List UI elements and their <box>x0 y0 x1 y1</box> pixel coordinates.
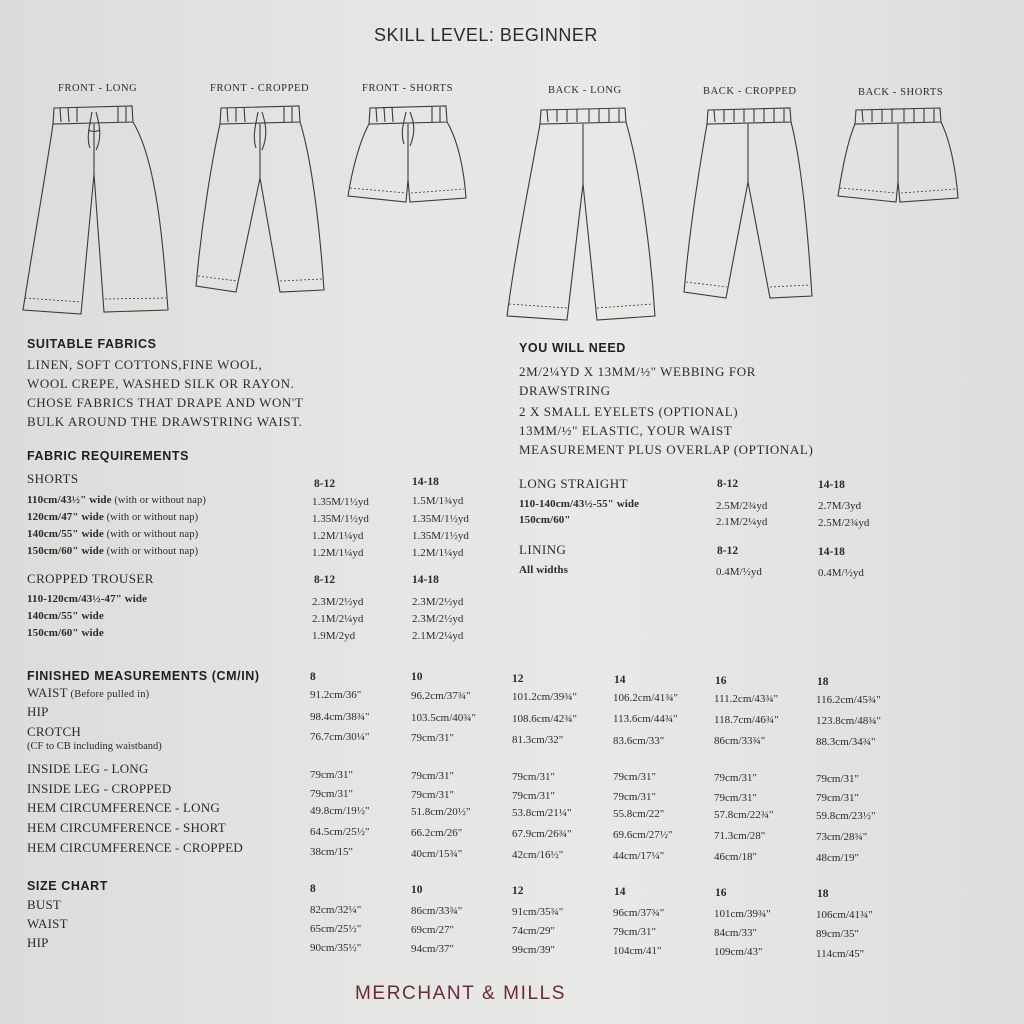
fm-hem-short-8: 64.5cm/25½" <box>310 826 370 838</box>
fm-inside-leg-long-12: 79cm/31" <box>512 771 555 783</box>
sc-hip-14: 104cm/41" <box>613 945 662 957</box>
fm-size-18: 18 <box>817 676 829 688</box>
fm-size-10: 10 <box>411 671 423 683</box>
fm-hip-16: 118.7cm/46¾" <box>714 714 779 726</box>
shorts-row-2-v2: 1.35M/1½yd <box>412 513 469 525</box>
fm-crotch-10: 79cm/31" <box>411 732 454 744</box>
fm-waist-16: 111.2cm/43¾" <box>714 693 779 705</box>
fm-hem-cropped-18: 48cm/19" <box>816 852 859 864</box>
sc-size-14: 14 <box>614 886 626 898</box>
cropped-row-2-v1: 2.1M/2¼yd <box>312 613 364 625</box>
finished-measurements-heading: FINISHED MEASUREMENTS (CM/IN) <box>27 669 260 683</box>
fm-inside-leg-long-16: 79cm/31" <box>714 772 757 784</box>
fm-inside-leg-cropped-14: 79cm/31" <box>613 791 656 803</box>
you-will-need-line: MEASUREMENT PLUS OVERLAP (OPTIONAL) <box>519 442 814 457</box>
sc-size-16: 16 <box>715 887 727 899</box>
fm-crotch-12: 81.3cm/32" <box>512 734 564 746</box>
sc-waist-10: 69cm/27" <box>411 924 454 936</box>
long-row-1-v2: 2.7M/3yd <box>818 500 862 512</box>
fm-waist-8: 91.2cm/36" <box>310 689 362 701</box>
fm-hip-8: 98.4cm/38¾" <box>310 711 370 723</box>
fm-crotch-note: (CF to CB including waistband) <box>27 741 162 752</box>
fm-size-12: 12 <box>512 673 524 685</box>
fm-inside-leg-long-18: 79cm/31" <box>816 773 859 785</box>
fm-waist-10: 96.2cm/37¾" <box>411 690 471 702</box>
shorts-row-2-v1: 1.35M/1½yd <box>312 513 369 525</box>
you-will-need-line: DRAWSTRING <box>519 383 611 398</box>
cropped-row-2-width: 140cm/55" wide <box>27 610 104 622</box>
back-long-illustration <box>505 104 659 326</box>
shorts-row-1-width: 110cm/43½" wide (with or without nap) <box>27 494 206 506</box>
lining-title: LINING <box>519 542 567 557</box>
fm-inside-leg-cropped-12: 79cm/31" <box>512 790 555 802</box>
shorts-row-3-width: 140cm/55" wide (with or without nap) <box>27 528 199 540</box>
fm-hem-cropped-16: 46cm/18" <box>714 851 757 863</box>
fm-label-crotch: CROTCH <box>27 724 81 739</box>
fm-size-8: 8 <box>310 671 316 683</box>
sc-bust-12: 91cm/35¾" <box>512 906 564 918</box>
shorts-title: SHORTS <box>27 471 79 486</box>
back-cropped-illustration <box>682 104 816 302</box>
sc-waist-12: 74cm/29" <box>512 925 555 937</box>
fm-hem-cropped-8: 38cm/15" <box>310 846 353 858</box>
sc-label-bust: BUST <box>27 897 62 912</box>
shorts-row-4-width: 150cm/60" wide (with or without nap) <box>27 545 199 557</box>
sc-waist-18: 89cm/35" <box>816 928 859 940</box>
cropped-row-3-width: 150cm/60" wide <box>27 627 104 639</box>
front-long-illustration <box>20 100 172 322</box>
shorts-row-1-v1: 1.35M/1½yd <box>312 496 369 508</box>
fm-hip-12: 108.6cm/42¾" <box>512 713 577 725</box>
long-row-1-v1: 2.5M/2¾yd <box>716 500 768 512</box>
cropped-size-8-12: 8-12 <box>314 574 336 586</box>
sc-size-10: 10 <box>411 884 423 896</box>
sc-hip-16: 109cm/43" <box>714 946 763 958</box>
fm-inside-leg-cropped-8: 79cm/31" <box>310 788 353 800</box>
cropped-row-2-v2: 2.3M/2½yd <box>412 613 464 625</box>
view-label-front-cropped: FRONT - CROPPED <box>210 83 310 94</box>
suitable-fabrics-heading: SUITABLE FABRICS <box>27 337 157 351</box>
cropped-row-1-v1: 2.3M/2½yd <box>312 596 364 608</box>
sc-bust-14: 96cm/37¾" <box>613 907 665 919</box>
sc-hip-18: 114cm/45" <box>816 948 865 960</box>
fabric-requirements-heading: FABRIC REQUIREMENTS <box>27 449 190 463</box>
fm-label-hem-cropped: HEM CIRCUMFERENCE - CROPPED <box>27 840 243 855</box>
long-title: LONG STRAIGHT <box>519 476 628 491</box>
view-label-back-long: BACK - LONG <box>548 85 622 96</box>
shorts-row-3-v2: 1.35M/1½yd <box>412 530 469 542</box>
suitable-fabrics-line: BULK AROUND THE DRAWSTRING WAIST. <box>27 414 303 429</box>
fm-hem-long-16: 57.8cm/22¾" <box>714 809 774 821</box>
long-size-14-18: 14-18 <box>818 479 845 491</box>
shorts-row-2-width: 120cm/47" wide (with or without nap) <box>27 511 199 523</box>
front-shorts-illustration <box>346 100 472 210</box>
fm-inside-leg-cropped-10: 79cm/31" <box>411 789 454 801</box>
fm-hem-long-8: 49.8cm/19½" <box>310 805 370 817</box>
fm-waist-18: 116.2cm/45¾" <box>816 694 881 706</box>
you-will-need-line: 2M/2¼YD X 13MM/½" WEBBING FOR <box>519 364 756 379</box>
fm-label-inside-leg-cropped: INSIDE LEG - CROPPED <box>27 781 172 796</box>
shorts-size-8-12: 8-12 <box>314 478 336 490</box>
fm-inside-leg-long-8: 79cm/31" <box>310 769 353 781</box>
shorts-row-4-v2: 1.2M/1¼yd <box>412 547 464 559</box>
skill-level: SKILL LEVEL: BEGINNER <box>374 25 598 45</box>
fm-crotch-14: 83.6cm/33" <box>613 735 665 747</box>
cropped-row-1-v2: 2.3M/2½yd <box>412 596 464 608</box>
sc-waist-8: 65cm/25½" <box>310 923 362 935</box>
fm-crotch-8: 76.7cm/30¼" <box>310 731 370 743</box>
sc-waist-16: 84cm/33" <box>714 927 757 939</box>
fm-hem-long-12: 53.8cm/21¼" <box>512 807 572 819</box>
fm-hem-cropped-14: 44cm/17¼" <box>613 850 665 862</box>
sc-bust-16: 101cm/39¾" <box>714 908 771 920</box>
fm-hip-10: 103.5cm/40¾" <box>411 712 476 724</box>
lining-size-8-12: 8-12 <box>717 545 739 557</box>
sc-label-waist: WAIST <box>27 916 68 931</box>
you-will-need-line: 2 X SMALL EYELETS (OPTIONAL) <box>519 404 739 419</box>
fm-size-16: 16 <box>715 675 727 687</box>
fm-label-hip: HIP <box>27 704 49 719</box>
lining-row-v1: 0.4M/½yd <box>716 566 762 578</box>
suitable-fabrics-line: CHOSE FABRICS THAT DRAPE AND WON'T <box>27 395 304 410</box>
fm-inside-leg-long-10: 79cm/31" <box>411 770 454 782</box>
view-label-back-cropped: BACK - CROPPED <box>703 86 797 97</box>
sc-hip-10: 94cm/37" <box>411 943 454 955</box>
shorts-row-3-v1: 1.2M/1¼yd <box>312 530 364 542</box>
you-will-need-line: 13MM/½" ELASTIC, YOUR WAIST <box>519 423 733 438</box>
fm-label-waist: WAIST (Before pulled in) <box>27 685 150 700</box>
fm-hip-18: 123.8cm/48¾" <box>816 715 881 727</box>
shorts-row-1-v2: 1.5M/1¾yd <box>412 495 464 507</box>
sc-size-12: 12 <box>512 885 524 897</box>
sc-bust-8: 82cm/32¼" <box>310 904 362 916</box>
fm-size-14: 14 <box>614 674 626 686</box>
fm-label-inside-leg-long: INSIDE LEG - LONG <box>27 761 149 776</box>
long-row-2-width: 150cm/60" <box>519 514 571 526</box>
suitable-fabrics-line: WOOL CREPE, WASHED SILK OR RAYON. <box>27 376 295 391</box>
cropped-size-14-18: 14-18 <box>412 574 439 586</box>
view-label-front-long: FRONT - LONG <box>58 83 138 94</box>
long-size-8-12: 8-12 <box>717 478 739 490</box>
fm-hem-long-18: 59.8cm/23½" <box>816 810 876 822</box>
suitable-fabrics-line: LINEN, SOFT COTTONS,FINE WOOL, <box>27 357 263 372</box>
shorts-row-4-v1: 1.2M/1¼yd <box>312 547 364 559</box>
fm-hem-short-12: 67.9cm/26¾" <box>512 828 572 840</box>
fm-label-hem-long: HEM CIRCUMFERENCE - LONG <box>27 800 220 815</box>
cropped-row-3-v1: 1.9M/2yd <box>312 630 356 642</box>
sc-hip-8: 90cm/35½" <box>310 942 362 954</box>
fm-waist-12: 101.2cm/39¾" <box>512 691 577 703</box>
long-row-2-v2: 2.5M/2¾yd <box>818 517 870 529</box>
you-will-need-heading: YOU WILL NEED <box>519 341 626 355</box>
sc-bust-18: 106cm/41¾" <box>816 909 873 921</box>
fm-inside-leg-long-14: 79cm/31" <box>613 771 656 783</box>
cropped-title: CROPPED TROUSER <box>27 571 154 586</box>
view-label-front-shorts: FRONT - SHORTS <box>362 83 454 94</box>
sc-hip-12: 99cm/39" <box>512 944 555 956</box>
fm-hem-short-18: 73cm/28¾" <box>816 831 868 843</box>
brand-logo: MERCHANT & MILLS <box>355 983 567 1004</box>
sc-waist-14: 79cm/31" <box>613 926 656 938</box>
fm-inside-leg-cropped-16: 79cm/31" <box>714 792 757 804</box>
fm-crotch-16: 86cm/33¾" <box>714 735 766 747</box>
sc-bust-10: 86cm/33¾" <box>411 905 463 917</box>
lining-size-14-18: 14-18 <box>818 546 845 558</box>
long-row-1-width: 110-140cm/43½-55" wide <box>519 498 640 510</box>
cropped-row-1-width: 110-120cm/43½-47" wide <box>27 593 148 605</box>
sc-label-hip: HIP <box>27 935 49 950</box>
shorts-size-14-18: 14-18 <box>412 476 439 488</box>
fm-waist-14: 106.2cm/41¾" <box>613 692 678 704</box>
back-shorts-illustration <box>836 104 962 212</box>
fm-crotch-18: 88.3cm/34¾" <box>816 736 876 748</box>
fm-hem-short-10: 66.2cm/26" <box>411 827 463 839</box>
sc-size-8: 8 <box>310 883 316 895</box>
fm-hem-cropped-12: 42cm/16½" <box>512 849 564 861</box>
fm-hip-14: 113.6cm/44¾" <box>613 713 678 725</box>
view-label-back-shorts: BACK - SHORTS <box>858 87 944 98</box>
fm-hem-long-10: 51.8cm/20½" <box>411 806 471 818</box>
front-cropped-illustration <box>192 100 332 300</box>
fm-hem-long-14: 55.8cm/22" <box>613 808 665 820</box>
fm-hem-short-16: 71.3cm/28" <box>714 830 766 842</box>
lining-row-v2: 0.4M/½yd <box>818 567 864 579</box>
sc-size-18: 18 <box>817 888 829 900</box>
long-row-2-v1: 2.1M/2¼yd <box>716 516 768 528</box>
cropped-row-3-v2: 2.1M/2¼yd <box>412 630 464 642</box>
fm-inside-leg-cropped-18: 79cm/31" <box>816 792 859 804</box>
size-chart-heading: SIZE CHART <box>27 879 108 893</box>
fm-label-hem-short: HEM CIRCUMFERENCE - SHORT <box>27 820 226 835</box>
fm-hem-cropped-10: 40cm/15¾" <box>411 848 463 860</box>
fm-hem-short-14: 69.6cm/27½" <box>613 829 673 841</box>
lining-row-width: All widths <box>519 564 568 576</box>
